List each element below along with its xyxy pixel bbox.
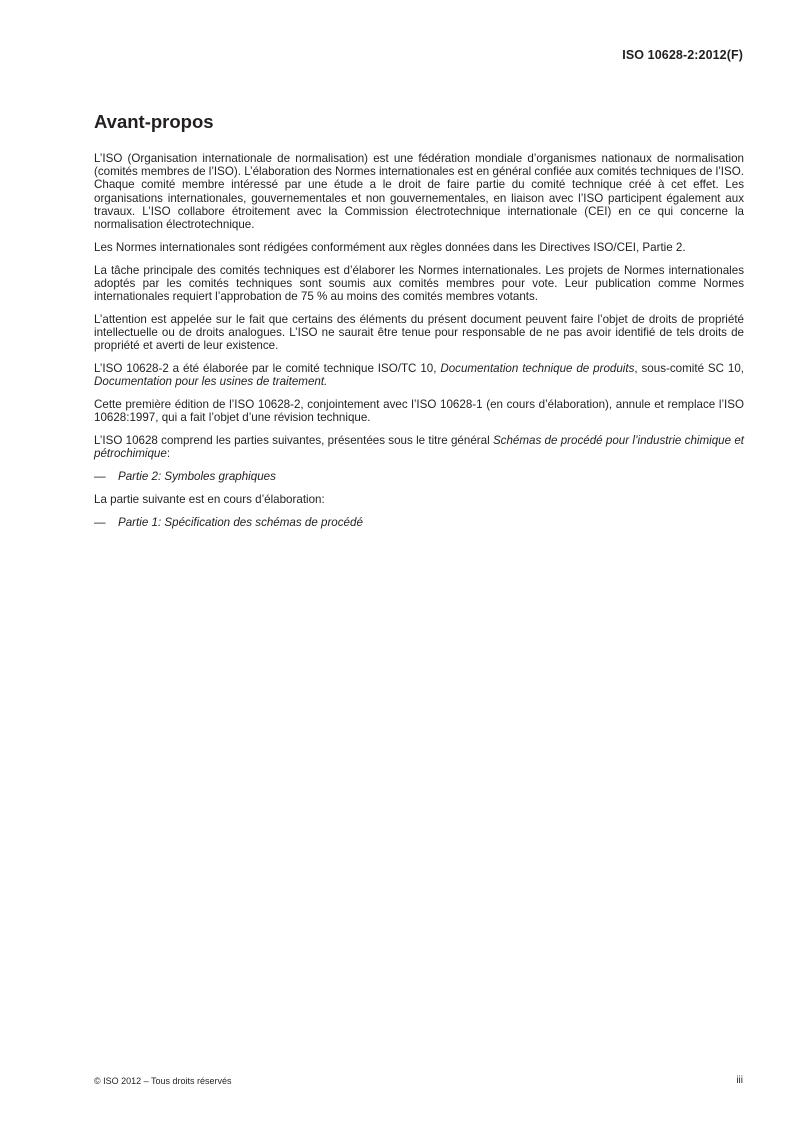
paragraph-patent-rights: L’attention est appelée sur le fait que certains des éléments du présent document peuvent faire l’objet de droits de propriété intellectuelle ou de droits analogues. L’ISO ne saurait être tenue pour responsable de ne pas avoir identifié de tels droits de propriété et averti de leur existence. — [94, 312, 744, 353]
parts-intro-colon: : — [166, 447, 171, 461]
paragraph-parts-intro — [94, 434, 744, 460]
list-dash: — — [94, 515, 106, 529]
page-title: Avant-propos — [94, 111, 214, 132]
paragraph-edition: Cette première édition de l’ISO 10628-2, conjointement avec l’ISO 10628-1 (en cours d’élaboration), annule et remplace l’ISO 10628:1997, qui a fait l’objet d’une révision technique. — [94, 398, 744, 425]
paragraph-directives: Les Normes internationales sont rédigées conformément aux règles données dans les Directives ISO/CEI, Partie 2. — [94, 240, 686, 254]
committee-title: Documentation technique de produits — [440, 362, 635, 376]
parts-intro-text: L’ISO 10628 comprend les parties suivantes, présentées sous le titre général — [94, 434, 493, 448]
paragraph-in-preparation: La partie suivante est en cours d’élaboration: — [94, 492, 325, 506]
prepared-by-text: L’ISO 10628-2 a été élaborée par le comité technique ISO/TC 10, — [94, 362, 441, 376]
foreword-body — [94, 152, 744, 538]
subcommittee-title: Documentation pour les usines de traitement. — [94, 375, 328, 389]
paragraph-technical-committees: La tâche principale des comités techniques est d’élaborer les Normes internationales. Les projets de Normes internationales adoptés par les comités techniques sont soumis aux comités membres pour vote. Leur publication comme Normes internationales requiert l’approbation de 75 % au moins des comités membres votants. — [94, 263, 744, 304]
general-title: Schémas de procédé pour l’industrie chimique et pétrochimique — [94, 434, 744, 461]
footer-page-number: iii — [736, 1075, 743, 1086]
part-1-title: Partie 1: Spécification des schémas de procédé — [118, 515, 363, 529]
paragraph-prepared-by — [94, 362, 744, 388]
list-item-part-1 — [94, 516, 744, 529]
document-reference: ISO 10628-2:2012(F) — [622, 48, 743, 62]
footer-copyright: © ISO 2012 – Tous droits réservés — [94, 1076, 232, 1086]
list-item-part-2 — [94, 470, 744, 483]
part-2-title: Partie 2: Symboles graphiques — [118, 470, 276, 484]
list-dash: — — [94, 470, 106, 484]
paragraph-iso-organisation: L’ISO (Organisation internationale de normalisation) est une fédération mondiale d’organismes nationaux de normalisation (comités membres de l’ISO). L’élaboration des Normes internationales est en général confiée aux comités techniques de l’ISO. Chaque comité membre intéressé par une étude a le droit de faire partie du comité technique créé à cet effet. Les organisations internationales, gouvernementales et non gouvernementales, en liaison avec l’ISO participent également aux travaux. L’ISO collabore étroitement avec la Commission électrotechnique internationale (CEI) en ce qui concerne la normalisation électrotechnique. — [94, 152, 744, 232]
subcommittee-text: , sous-comité SC 10, — [634, 362, 745, 376]
